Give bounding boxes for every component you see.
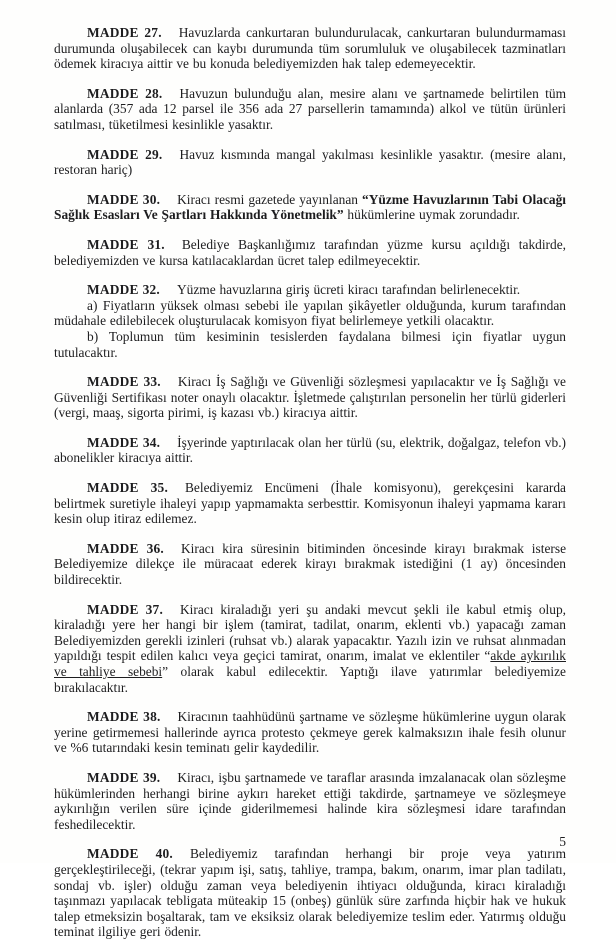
text-run: Kiracı kira süresinin bitiminden öncesinde kirayı bırakmak isterse Belediyemize dilekçe ile müracaat ederek kirayı bırakmak istediğini (1 ay) öncesinden bildirecektir. <box>54 540 567 588</box>
madde-paragraph <box>54 192 566 223</box>
madde-paragraph <box>54 237 566 268</box>
text-run: Kiracı, işbu şartnamede ve taraflar arasında imzalanacak olan sözleşme hükümlerinden herhangi birine aykırı hareket ettiği takdirde, şartnameye ve sözleşmeye aykırılığın verilen süre içinde giderilmemesi halinde kira sözleşmesi idare tarafından feshedilecektir. <box>54 769 566 832</box>
text-run: Kiracının taahhüdünü şartname ve sözleşme hükümlerine uygun olarak yerine getirmemesi hallerinde ayrıca protesto çekmeye gerek kalmaksızın ihale fesih olunur ve %6 tutarındaki kesin teminatı gelir kaydedilir. <box>54 709 566 756</box>
text-run: “Yüzme Havuzlarının Tabi Olacağı Sağlık Esasları Ve Şartları Hakkında Yönetmelik” <box>54 191 567 223</box>
sub-paragraph <box>54 329 566 360</box>
madde-paragraph <box>54 770 566 832</box>
text-run: Belediyemiz tarafından herhangi bir proje veya yatırım gerçekleştirileceği, (tekrar yapım işi, satış, tahliye, trampa, bakım, onarım, imar plan tadilatı, sondaj vb. işler) olduğu zaman veya belediyenin ihtiyacı olduğunda, kiracı kiraladığı taşınmazı yapılacak tebligata müteakip 15 (onbeş) günlük süre zarfında hiçbir hak ve hukuk talep etmeksizin boşaltarak, tam ve eksiksiz olarak belediyemize teslim eder. Yatırmış olduğu teminat ilgiliye geri ödenir. <box>54 846 567 940</box>
madde-paragraph <box>54 86 566 133</box>
madde-paragraph <box>54 602 566 696</box>
madde-label: MADDE 36. <box>87 540 164 556</box>
text-run: Kiracı kiraladığı yeri şu andaki mevcut şekli ile kabul etmiş olup, kiraladığı yere her hangi bir işlem (tamirat, tadilat, onarım, eklenti vb.) yapacağı zaman Belediyemizden gerekli izinleri (ruhsat vb.) alarak yapacaktır. Yazılı izin ve ruhsat alınmadan yapıldığı tespit edilen kalıcı veya geçici tamirat, onarım, imalat ve eklentiler <box>54 601 566 664</box>
madde-paragraph <box>54 435 566 466</box>
madde-label: MADDE 34. <box>87 434 161 450</box>
madde-label: MADDE 29. <box>87 146 163 162</box>
text-run: Belediyemiz Encümeni (İhale komisyonu), gerekçesini kararda belirtmek suretiyle ihaleyi yapıp yapmamakta serbesttir. Komisyonun ihaleyi yapmama kararı kesin olup itiraz edilemez. <box>54 480 566 527</box>
text-run: Belediye Başkanlığımız tarafından yüzme kursu açıldığı takdirde, belediyemizden ve kursa katılacaklardan ücret talep edilmeyecektir. <box>54 236 566 268</box>
madde-label: MADDE 32. <box>87 282 160 298</box>
madde-paragraph <box>54 282 566 298</box>
text-run: akde aykırılık ve tahliye sebebi <box>54 648 566 679</box>
text-run: “ <box>484 648 491 664</box>
madde-label: MADDE 27. <box>87 25 162 40</box>
text-run: Yüzme havuzlarına giriş ücreti kiracı tarafından belirlenecektir. <box>176 282 521 298</box>
text-run: olarak kabul edilecektir. Yaptığı ilave yatırımlar belediyemize bırakılacaktır. <box>54 664 566 695</box>
text-run: Kiracı resmi gazetede yayınlanan <box>177 191 362 207</box>
text-run: Kiracı İş Sağlığı ve Güvenliği sözleşmesi yapılacaktır ve İş Sağlığı ve Güvenliği Sertifikası noter onaylı olacaktır. İşletmede çalıştırılan personelin her türlü giderleri (vergi, maaş, sigorta pirimi, iş kazası vb.) kiracıya aittir. <box>54 374 566 421</box>
madde-paragraph <box>54 541 566 588</box>
madde-label: MADDE 28. <box>87 85 163 101</box>
text-run: Havuzlarda cankurtaran bulundurulacak, cankurtaran bulundurmaması durumunda oluşabilecek can kaybı durumunda tüm sorumluluk ve oluşabilecek tazminatları ödemek kiracıya aittir ve bu konuda belediyemizden hak talep edemeyecektir. <box>54 25 566 72</box>
text-run: Havuzun bulunduğu alan, mesire alanı ve şartnamede belirtilen tüm alanlarda (357 ada 12 parsel ile 356 ada 27 parsellerin tamamında) alkol ve tütün ürünleri satılması, tüketilmesi kesinlikle yasaktır. <box>54 85 566 132</box>
madde-label: MADDE 39. <box>87 769 161 785</box>
text-run: İşyerinde yaptırılacak olan her türlü (su, elektrik, doğalgaz, telefon vb.) abonelikler kiracıya aittir. <box>54 434 567 466</box>
madde-label: MADDE 33. <box>87 374 161 390</box>
madde-label: MADDE 31. <box>87 236 165 252</box>
madde-label: MADDE 37. <box>87 601 163 617</box>
madde-label: MADDE 30. <box>87 191 161 207</box>
madde-paragraph <box>54 480 566 527</box>
madde-label: MADDE 35. <box>87 480 168 496</box>
madde-paragraph <box>54 374 566 421</box>
madde-label: MADDE 38. <box>87 709 161 725</box>
madde-paragraph <box>54 25 566 72</box>
text-run: a) Fiyatların yüksek olması sebebi ile yapılan şikâyetler olduğunda, kurum tarafından müdahale edilebilecek oluşturulacak komisyon fiyat belirlemeye yetkili olacaktır. <box>54 297 566 329</box>
text-run: hükümlerine uymak zorundadır. <box>343 207 520 223</box>
madde-paragraph <box>54 147 566 178</box>
document-body <box>54 25 566 940</box>
page-number: 5 <box>559 834 566 849</box>
sub-paragraph <box>54 298 566 329</box>
madde-paragraph <box>54 709 566 756</box>
text-run: b) Toplumun tüm kesiminin tesislerden faydalana bilmesi için fiyatlar uygun tutulacaktır. <box>54 328 566 360</box>
text-run: Havuz kısmında mangal yakılması kesinlikle yasaktır. (mesire alanı, restoran hariç) <box>54 146 566 178</box>
madde-paragraph <box>54 846 566 940</box>
madde-label: MADDE 40. <box>87 846 173 862</box>
text-run: ” <box>162 664 169 679</box>
